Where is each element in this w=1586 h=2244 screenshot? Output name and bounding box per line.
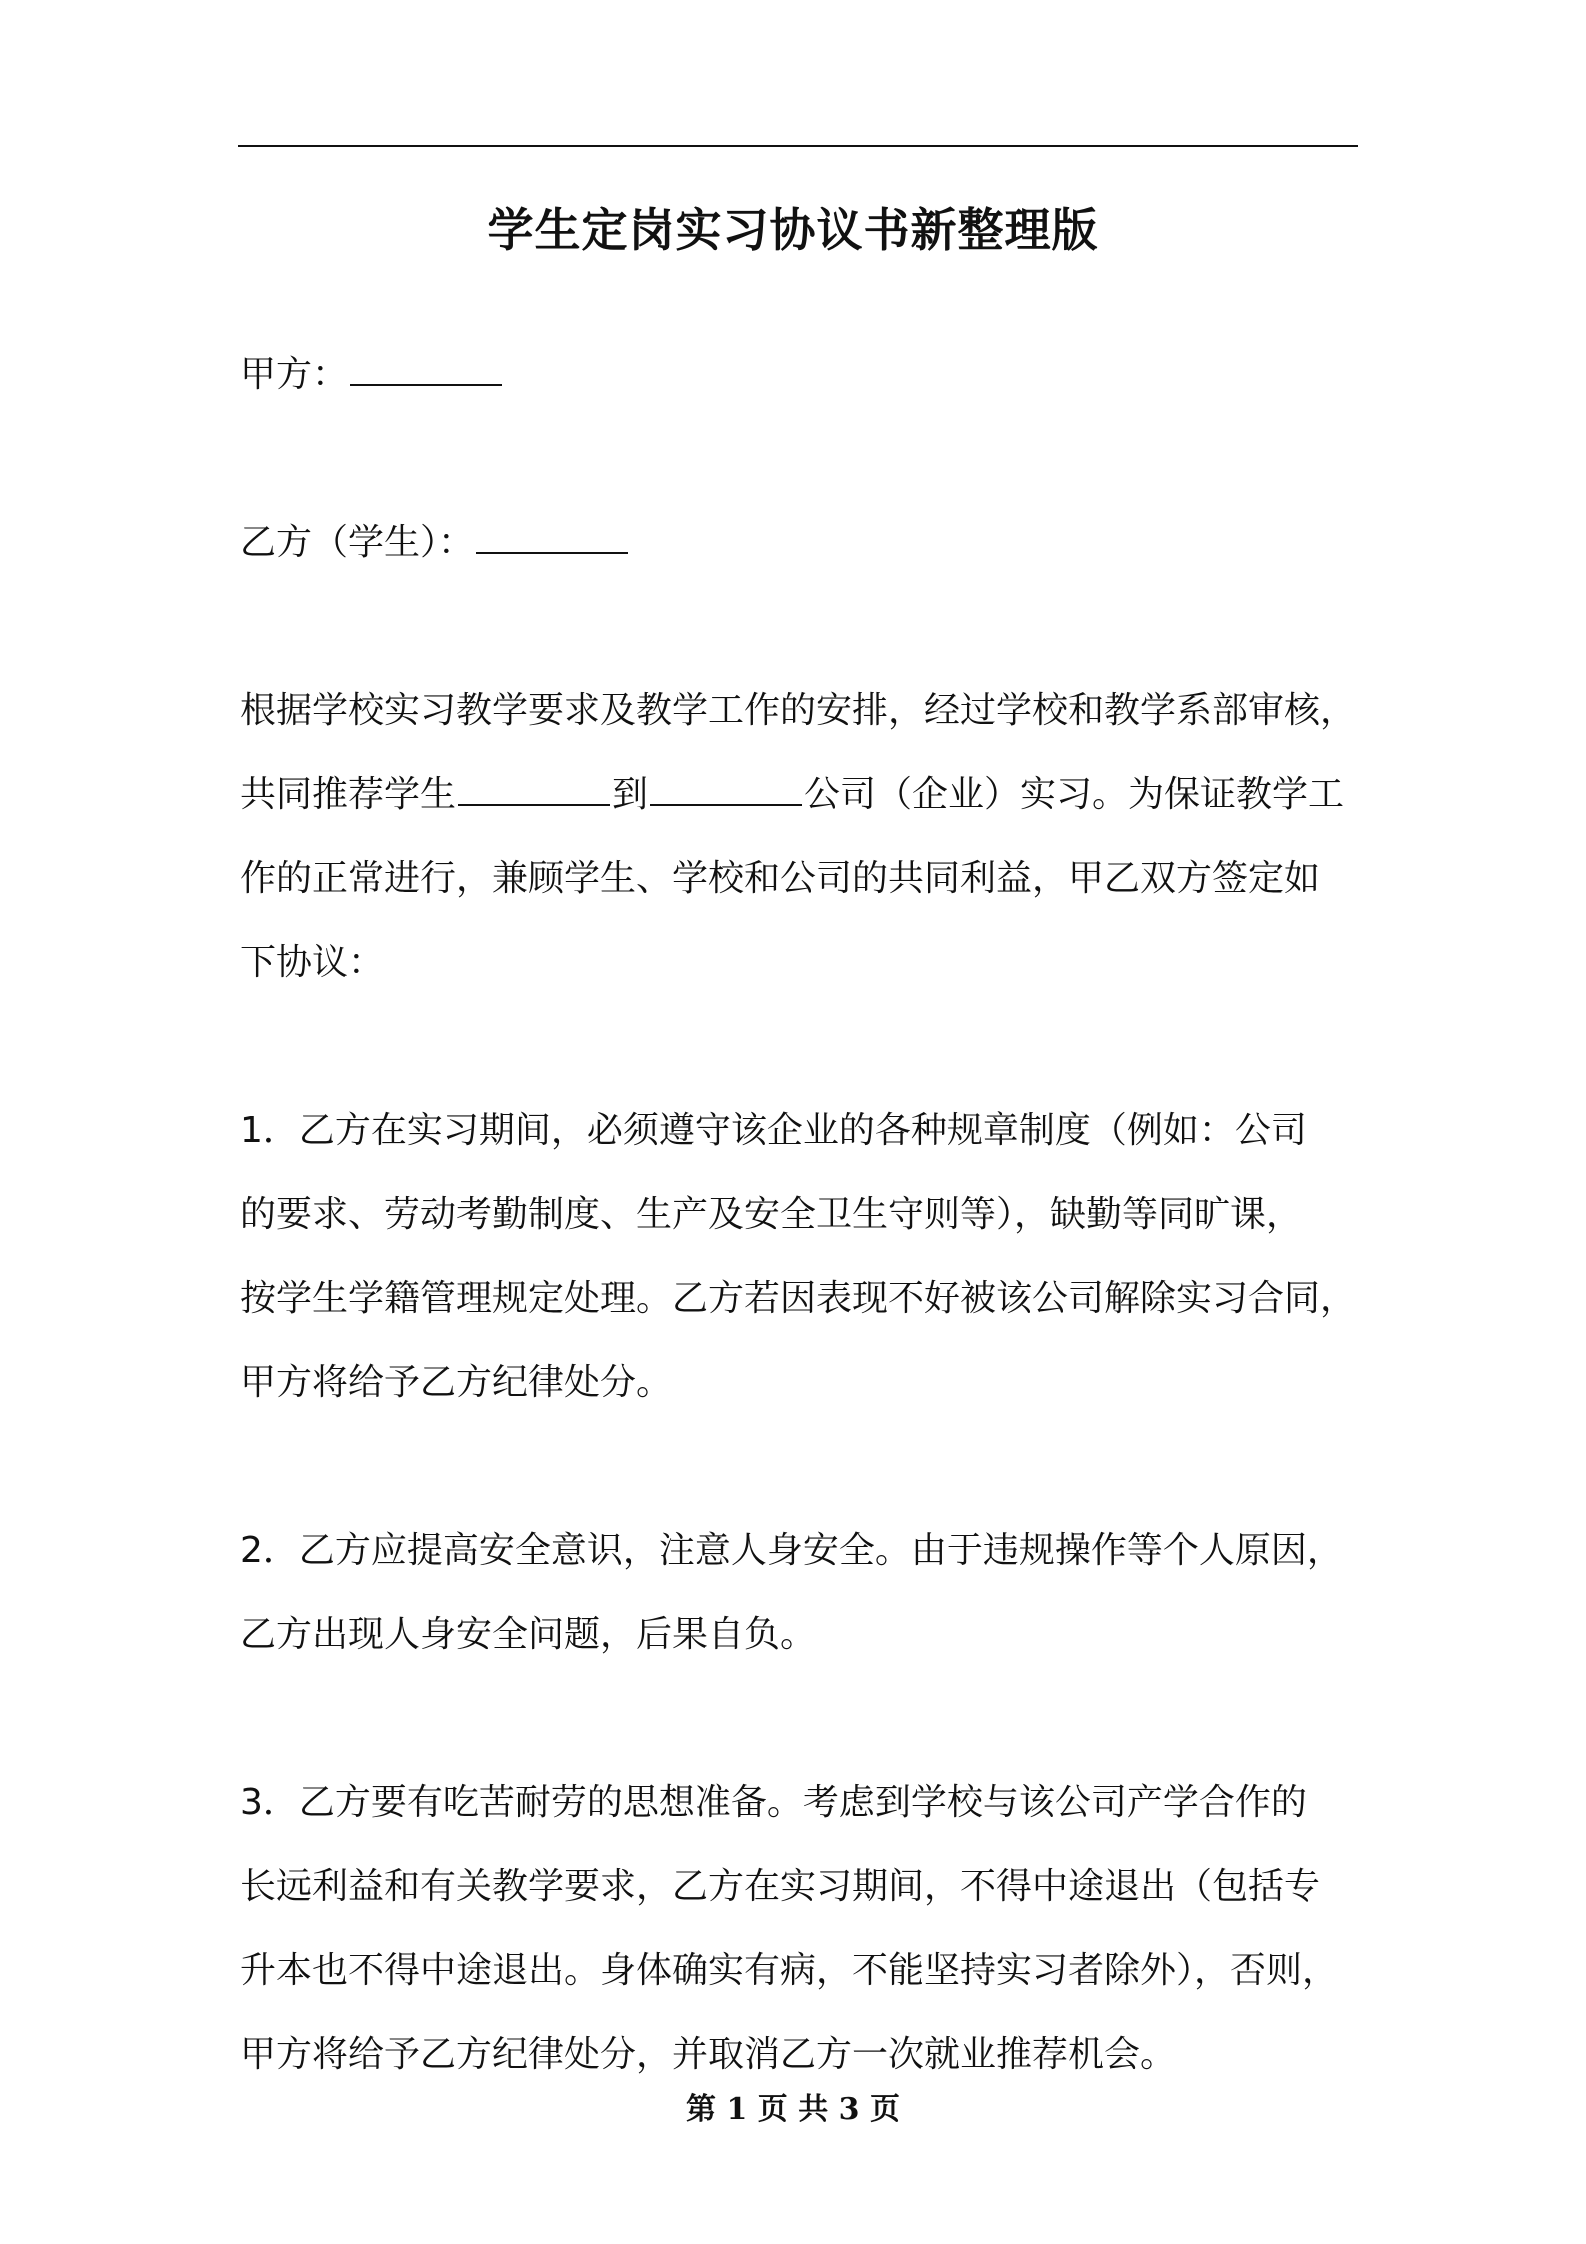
clause-3 <box>240 1761 1390 2097</box>
party-a-blank <box>350 350 502 386</box>
party-b-line <box>240 501 1390 585</box>
header-rule <box>238 145 1358 147</box>
spacer <box>240 417 1390 501</box>
page-footer: 第 1 页 共 3 页 <box>686 2092 900 2127</box>
party-a-label: 甲方： <box>240 354 349 395</box>
document-body <box>240 333 1390 2097</box>
company-name-blank <box>650 770 802 806</box>
clause-line: 长远利益和有关教学要求，乙方在实习期间，不得中途退出（包括专 <box>240 1866 1321 1907</box>
clause-line: 按学生学籍管理规定处理。乙方若因表现不好被该公司解除实习合同， <box>240 1278 1357 1319</box>
party-b-label: 乙方（学生）： <box>240 522 475 563</box>
intro-line: 根据学校实习教学要求及教学工作的安排，经过学校和教学系部审核， <box>240 690 1357 731</box>
clause-line: 升本也不得中途退出。身体确实有病，不能坚持实习者除外），否则， <box>240 1950 1339 1991</box>
intro-text: 共同推荐学生 <box>240 774 457 815</box>
clause-line: 乙方出现人身安全问题，后果自负。 <box>240 1614 817 1655</box>
student-name-blank <box>458 770 610 806</box>
intro-text: 到 <box>612 774 649 815</box>
clause-line: 2．乙方应提高安全意识，注意人身安全。由于违规操作等个人原因， <box>240 1530 1343 1571</box>
intro-paragraph <box>240 669 1390 1005</box>
party-a-line <box>240 333 1390 417</box>
document-title: 学生定岗实习协议书新整理版 <box>487 203 1099 257</box>
clause-1 <box>240 1089 1390 1425</box>
clause-line: 3．乙方要有吃苦耐劳的思想准备。考虑到学校与该公司产学合作的 <box>240 1782 1307 1823</box>
intro-line: 作的正常进行，兼顾学生、学校和公司的共同利益，甲乙双方签定如 <box>240 858 1321 899</box>
intro-line <box>240 753 1390 837</box>
clause-line: 甲方将给予乙方纪律处分。 <box>240 1362 673 1403</box>
spacer <box>240 585 1390 669</box>
spacer <box>240 1677 1390 1761</box>
clause-line: 的要求、劳动考勤制度、生产及安全卫生守则等），缺勤等同旷课， <box>240 1194 1303 1235</box>
intro-text: 公司（企业）实习。为保证教学工 <box>804 774 1345 815</box>
intro-line: 下协议： <box>240 942 385 983</box>
clause-line: 甲方将给予乙方纪律处分，并取消乙方一次就业推荐机会。 <box>240 2034 1177 2075</box>
clause-line: 1．乙方在实习期间，必须遵守该企业的各种规章制度（例如：公司 <box>240 1110 1307 1151</box>
spacer <box>240 1425 1390 1509</box>
clause-2 <box>240 1509 1390 1677</box>
party-b-blank <box>476 518 628 554</box>
spacer <box>240 1005 1390 1089</box>
